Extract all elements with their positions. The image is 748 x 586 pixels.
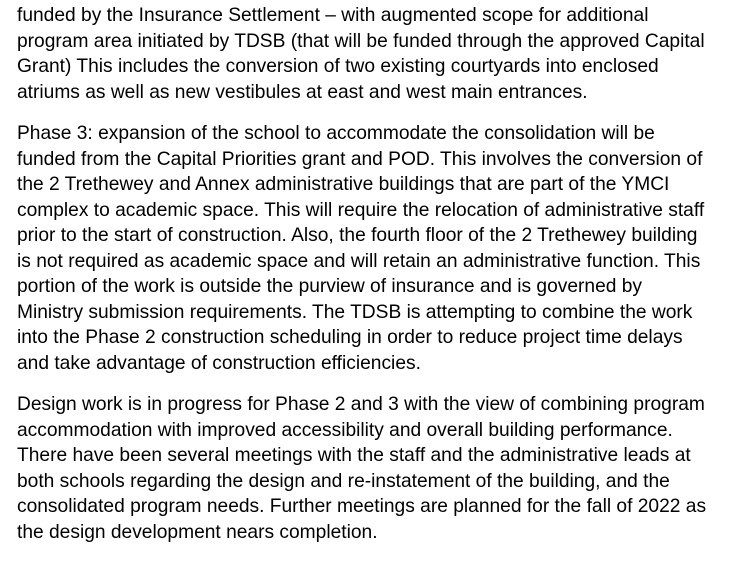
text-line: prior to the start of construction. Also, the fourth floor of the 2 Trethewey building — [17, 225, 698, 246]
text-line: Grant) This includes the conversion of two existing courtyards into enclosed — [17, 56, 659, 77]
document-page — [17, 3, 745, 561]
paragraph-design-work — [17, 392, 745, 545]
text-line: There have been several meetings with the staff and the administrative leads at — [17, 445, 691, 466]
text-line: complex to academic space. This will require the relocation of administrative staff — [17, 199, 705, 221]
text-line: portion of the work is outside the purview of insurance and is governed by — [17, 276, 643, 297]
text-line: atriums as well as new vestibules at east and west main entrances. — [17, 81, 588, 103]
text-line: into the Phase 2 construction scheduling in order to reduce project time delays — [17, 327, 683, 348]
text-line: accommodation with improved accessibility and overall building performance. — [17, 419, 673, 441]
text-line: funded from the Capital Priorities grant and POD. This involves the conversion of — [17, 148, 703, 170]
paragraph-phase-3 — [17, 121, 745, 376]
text-line: Phase 3: expansion of the school to accommodate the consolidation will be — [17, 123, 655, 144]
text-line: Design work is in progress for Phase 2 and 3 with the view of combining program — [17, 394, 705, 415]
text-line: program area initiated by TDSB (that will be funded through the approved Capital — [17, 30, 705, 52]
text-line: funded by the Insurance Settlement – with augmented scope for additional — [17, 5, 649, 26]
text-line: the design development nears completion. — [17, 521, 378, 543]
text-line: both schools regarding the design and re-instatement of the building, and the — [17, 470, 670, 492]
paragraph-phase-2-scope — [17, 3, 745, 105]
text-line: is not required as academic space and will retain an administrative function. This — [17, 250, 701, 272]
text-line: Ministry submission requirements. The TDSB is attempting to combine the work — [17, 301, 693, 323]
text-line: consolidated program needs. Further meetings are planned for the fall of 2022 as — [17, 496, 707, 517]
text-line: the 2 Trethewey and Annex administrative buildings that are part of the YMCI — [17, 174, 670, 195]
text-line: and take advantage of construction efficiencies. — [17, 352, 421, 374]
